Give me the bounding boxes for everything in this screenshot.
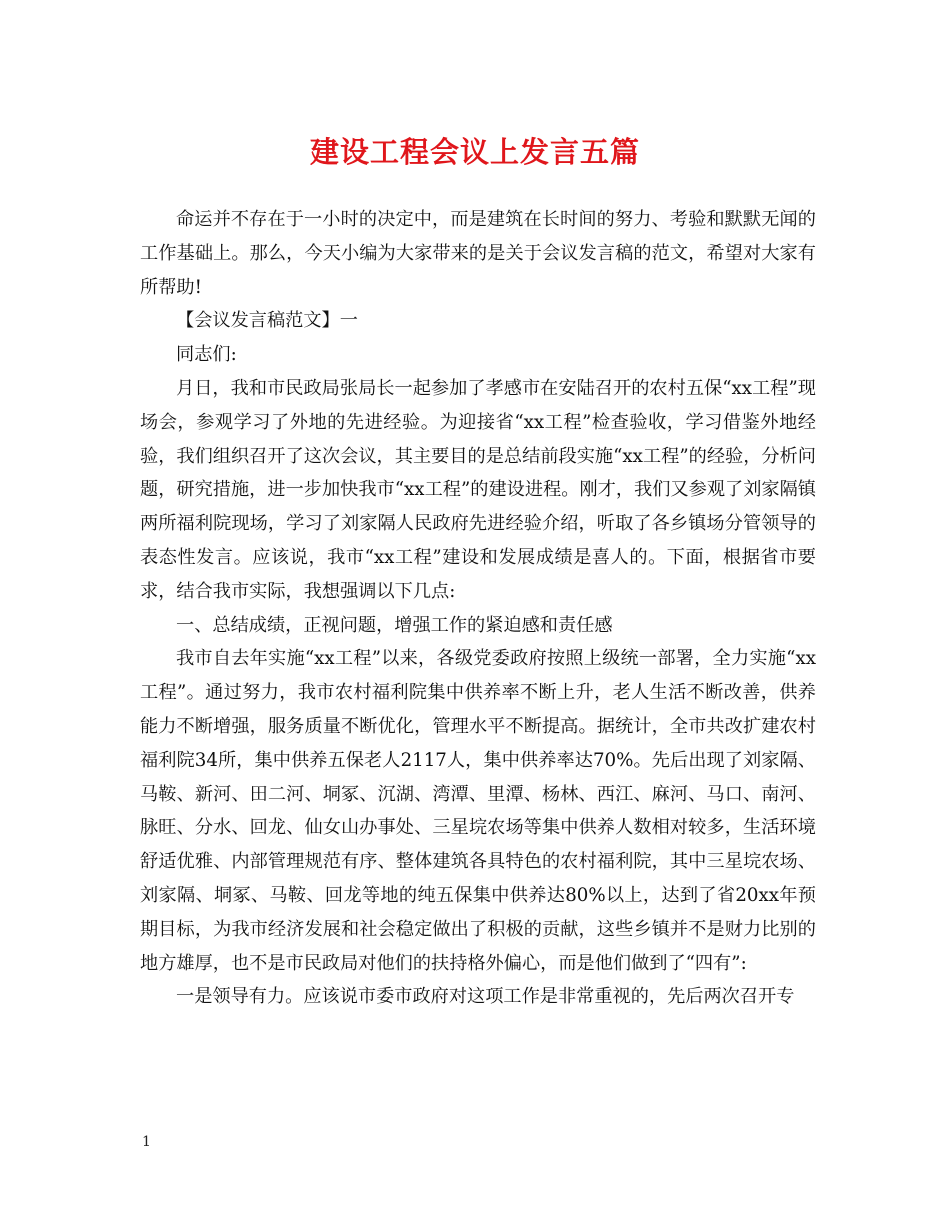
body-paragraph: 一是领导有力。应该说市委市政府对这项工作是非常重视的，先后两次召开专 [176,986,795,1008]
section-heading: 一、总结成绩，正视问题，增强工作的紧迫感和责任感 [176,614,613,636]
page-number: 1 [142,1134,151,1150]
body-paragraph: 月日，我和市民政局张局长一起参加了孝感市在安陆召开的农村五保“xx工程”现场会，参观学习了外地的先进经验。为迎接省“xx工程”检查验收，学习借鉴外地经验，我们组织召开了这次会议，其主要目的是总结前段实施“xx工程”的经验，分析问题，研究措施，进一步加快我市“xx工程”的建设进程。刚才，我们又参观了刘家隔镇两所福利院现场，学习了刘家隔人民政府先进经验介绍，听取了各乡镇场分管领导的表态性发言。应该说，我市“xx工程”建设和发展成绩是喜人的。下面，根据省市要求，结合我市实际，我想强调以下几点: [140,377,816,602]
section-label: 【会议发言稿范文】一 [176,310,358,332]
document-body [140,203,816,1014]
intro-paragraph: 命运并不存在于一小时的决定中，而是建筑在长时间的努力、考验和默默无闻的工作基础上。那么，今天小编为大家带来的是关于会议发言稿的范文，希望对大家有所帮助! [140,209,816,298]
body-paragraph: 我市自去年实施“xx工程”以来，各级党委政府按照上级统一部署，全力实施“xx工程”。通过努力，我市农村福利院集中供养率不断上升，老人生活不断改善，供养能力不断增强，服务质量不断优化，管理水平不断提高。据统计，全市共改扩建农村福利院34所，集中供养五保老人2117人，集中供养率达70%。先后出现了刘家隔、马鞍、新河、田二河、垌冢、沉湖、湾潭、里潭、杨林、西江、麻河、马口、南河、脉旺、分水、回龙、仙女山办事处、三星垸农场等集中供养人数相对较多，生活环境舒适优雅、内部管理规范有序、整体建筑各具特色的农村福利院，其中三星垸农场、刘家隔、垌冢、马鞍、回龙等地的纯五保集中供养达80%以上，达到了省20xx年预期目标，为我市经济发展和社会稳定做出了积极的贡献，这些乡镇并不是财力比别的地方雄厚，也不是市民政局对他们的扶持格外偏心，而是他们做到了“四有”: [140,648,816,974]
document-title: 建设工程会议上发言五篇 [309,135,640,169]
salutation: 同志们: [176,344,237,366]
